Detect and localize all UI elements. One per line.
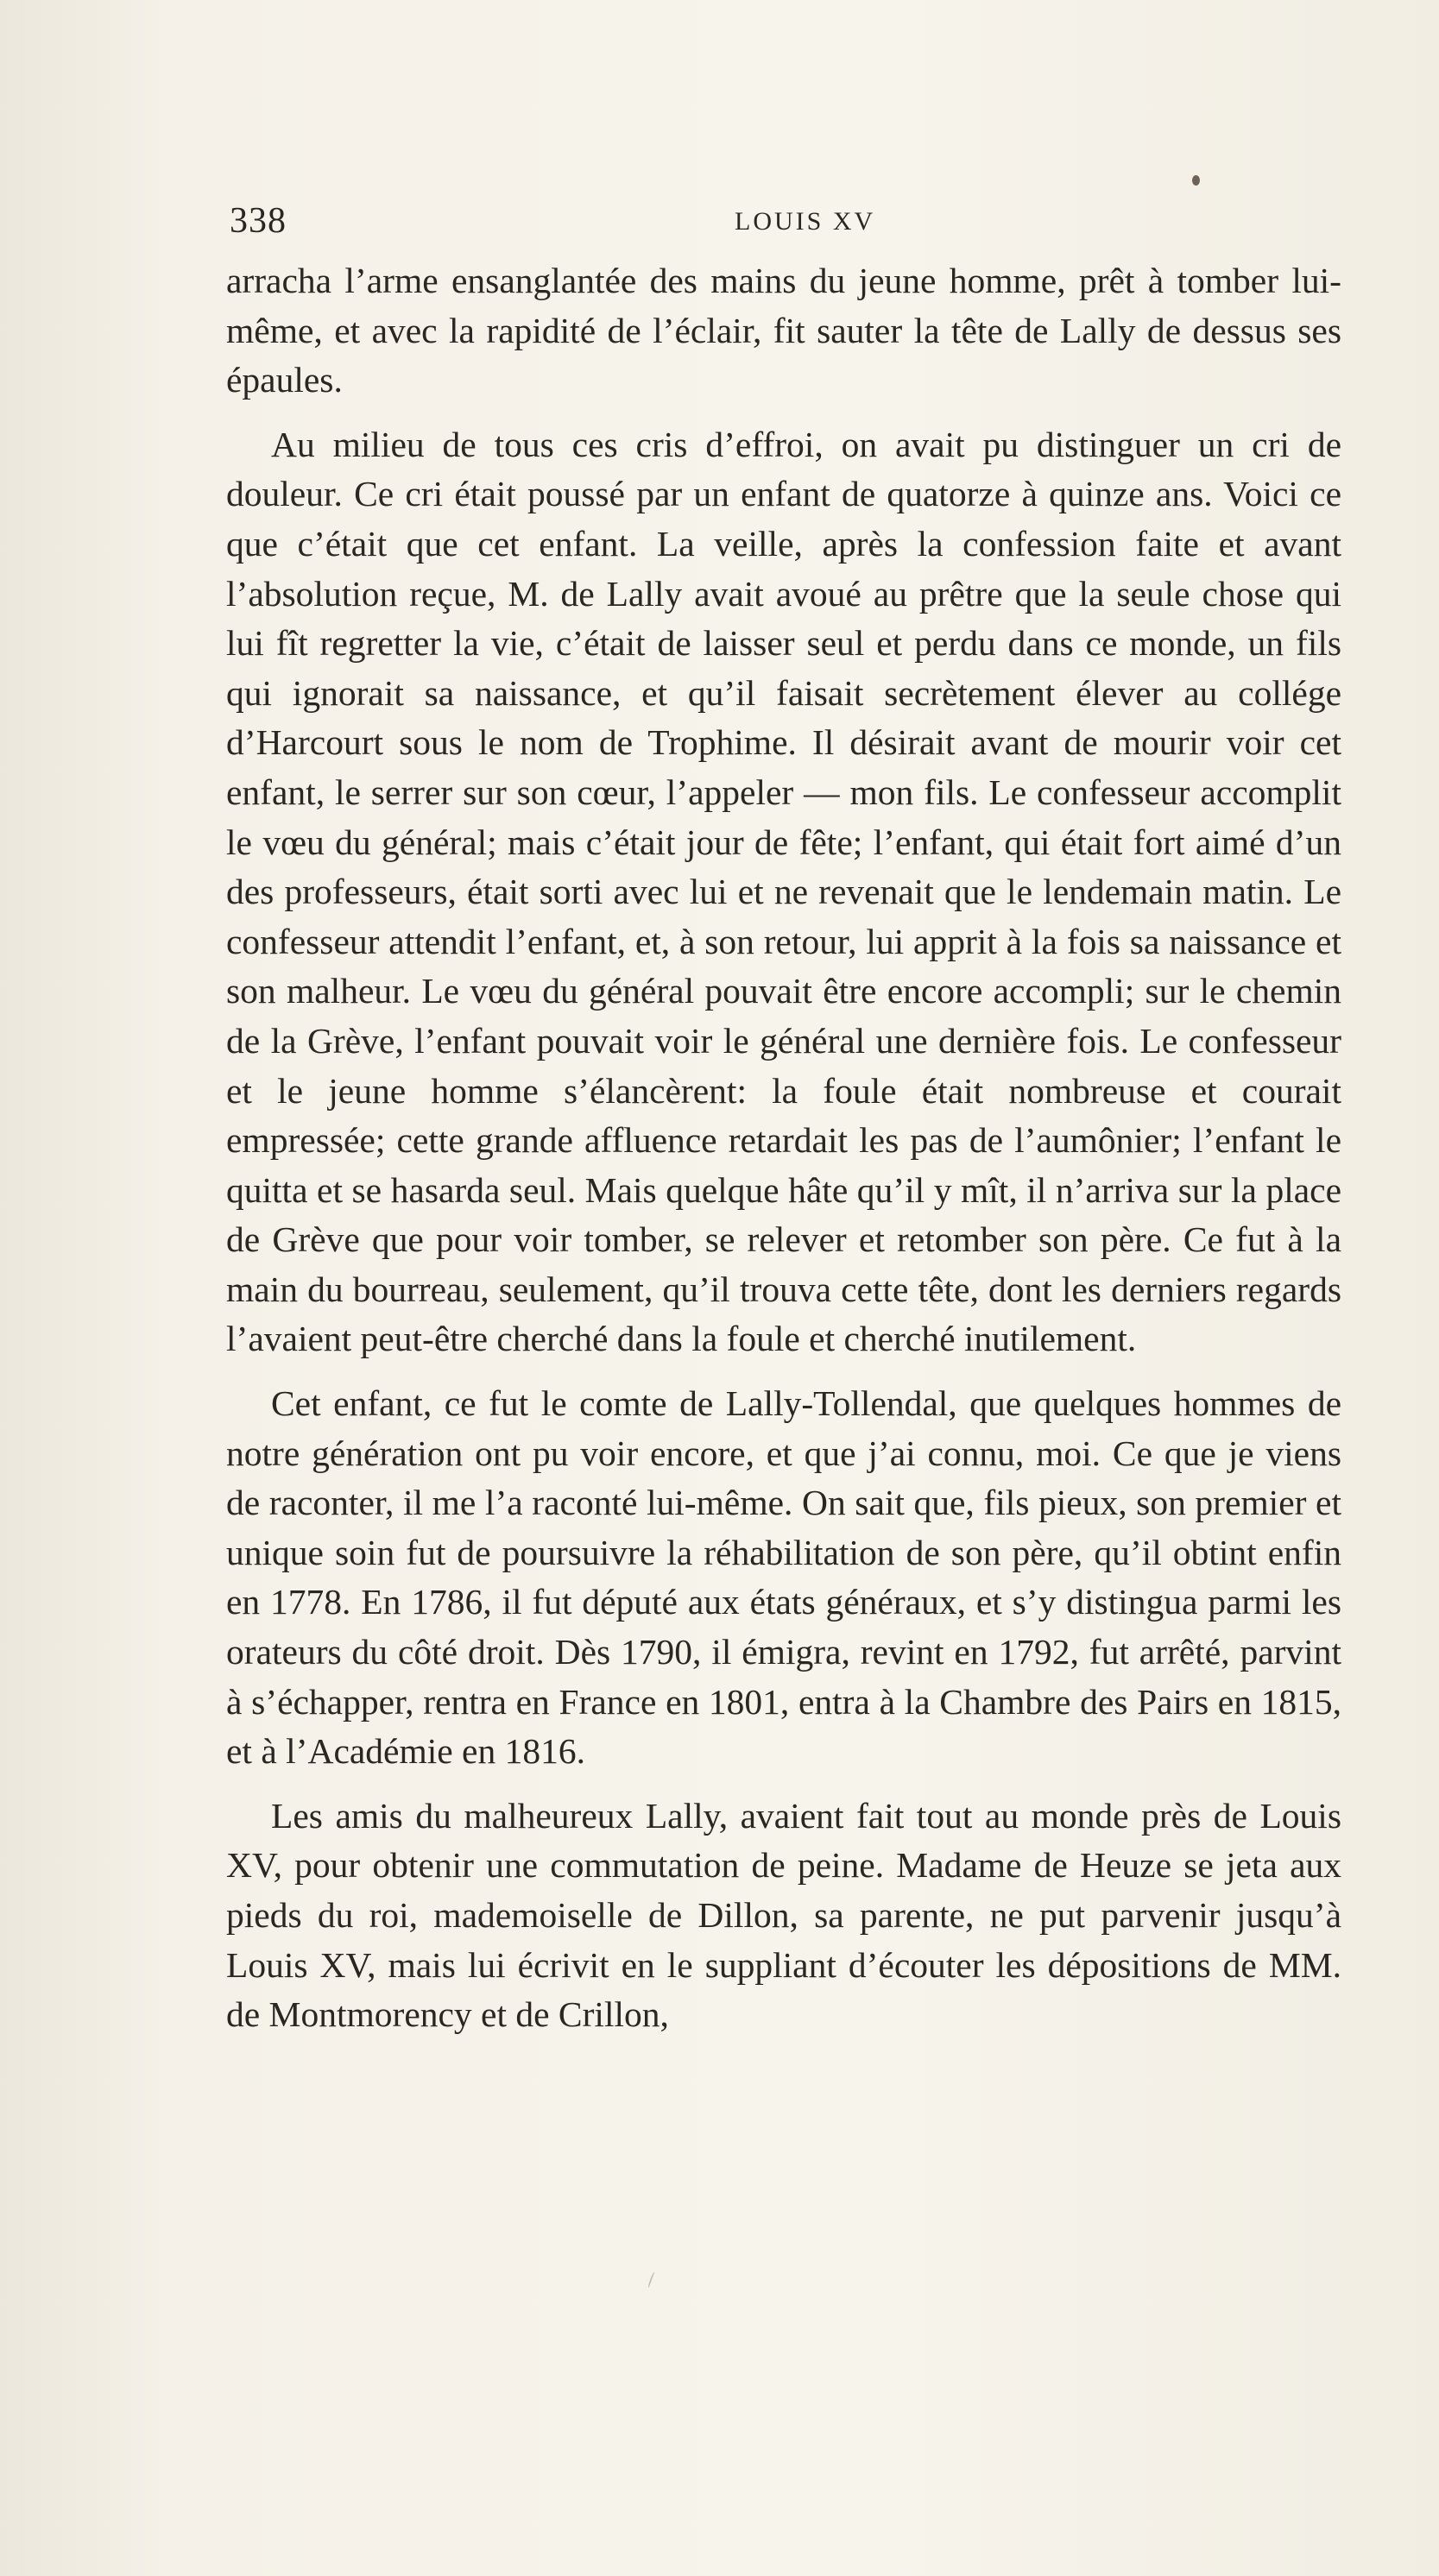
paragraph-2: Au milieu de tous ces cris d’effroi, on avait pu distinguer un cri de douleur. Ce cri était poussé par un enfant de quatorze à quinze ans. Voici ce que c’était que cet enfant. La veille, après la confession faite et avant l’absolution reçue, M. de Lally avait avoué au prêtre que la seule chose qui lui fît regretter la vie, c’était de laisser seul et perdu dans ce monde, un fils qui ignorait sa naissance, et qu’il faisait secrètement élever au collége d’Harcourt sous le nom de Trophime. Il désirait avant de mourir voir cet enfant, le serrer sur son cœur, l’appeler — mon fils. Le confesseur accomplit le vœu du général; mais c’était jour de fête; l’enfant, qui était fort aimé d’un des professeurs, était sorti avec lui et ne revenait que le lendemain matin. Le confesseur attendit l’enfant, et, à son retour, lui apprit à la fois sa naissance et son malheur. Le vœu du général pouvait être encore accompli; sur le chemin de la Grève, l’enfant pouvait voir le général une dernière fois. Le confesseur et le jeune homme s’élancèrent: la foule était nombreuse et courait empressée; cette grande affluence retardait les pas de l’aumônier; l’enfant le quitta et se hasarda seul. Mais quelque hâte qu’il y mît, il n’arriva sur la place de Grève que pour voir tomber, se relever et retomber son père. Ce fut à la main du bourreau, seulement, qu’il trouva cette tête, dont les derniers regards l’avaient peut-être cherché dans la foule et cherché inutilement. [226,424,1341,1359]
page-mark [647,2271,657,2289]
page-number: 338 [230,201,287,241]
paragraph-3: Cet enfant, ce fut le comte de Lally-Tollendal, que quelques hommes de notre génération ont pu voir encore, et que j’ai connu, moi. Ce que je viens de raconter, il me l’a raconté lui-même. On sait que, fils pieux, son premier et unique soin fut de poursuivre la réhabilitation de son père, qu’il obtint enfin en 1778. En 1786, il fut député aux états généraux, et s’y distingua parmi les orateurs du côté droit. Dès 1790, il émigra, revint en 1792, fut arrêté, parvint à s’échapper, rentra en France en 1801, entra à la Chambre des Pairs en 1815, et à l’Académie en 1816. [226,1383,1341,1772]
paragraph-4: Les amis du malheureux Lally, avaient fait tout au monde près de Louis XV, pour obtenir une commutation de peine. Madame de Heuze se jeta aux pieds du roi, mademoiselle de Dillon, sa parente, ne put parvenir jusqu’à Louis XV, mais lui écrivit en le suppliant d’écouter les dépositions de MM. de Montmorency et de Crillon, [226,1795,1341,2035]
body-text [226,256,1341,2040]
paragraph-1: arracha l’arme ensanglantée des mains du jeune homme, prêt à tomber lui-même, et avec la rapidité de l’éclair, fit sauter la tête de Lally de dessus ses épaules. [226,261,1341,400]
running-title: LOUIS XV [735,207,876,236]
page-header [230,200,1343,243]
ink-speck [1192,175,1200,186]
